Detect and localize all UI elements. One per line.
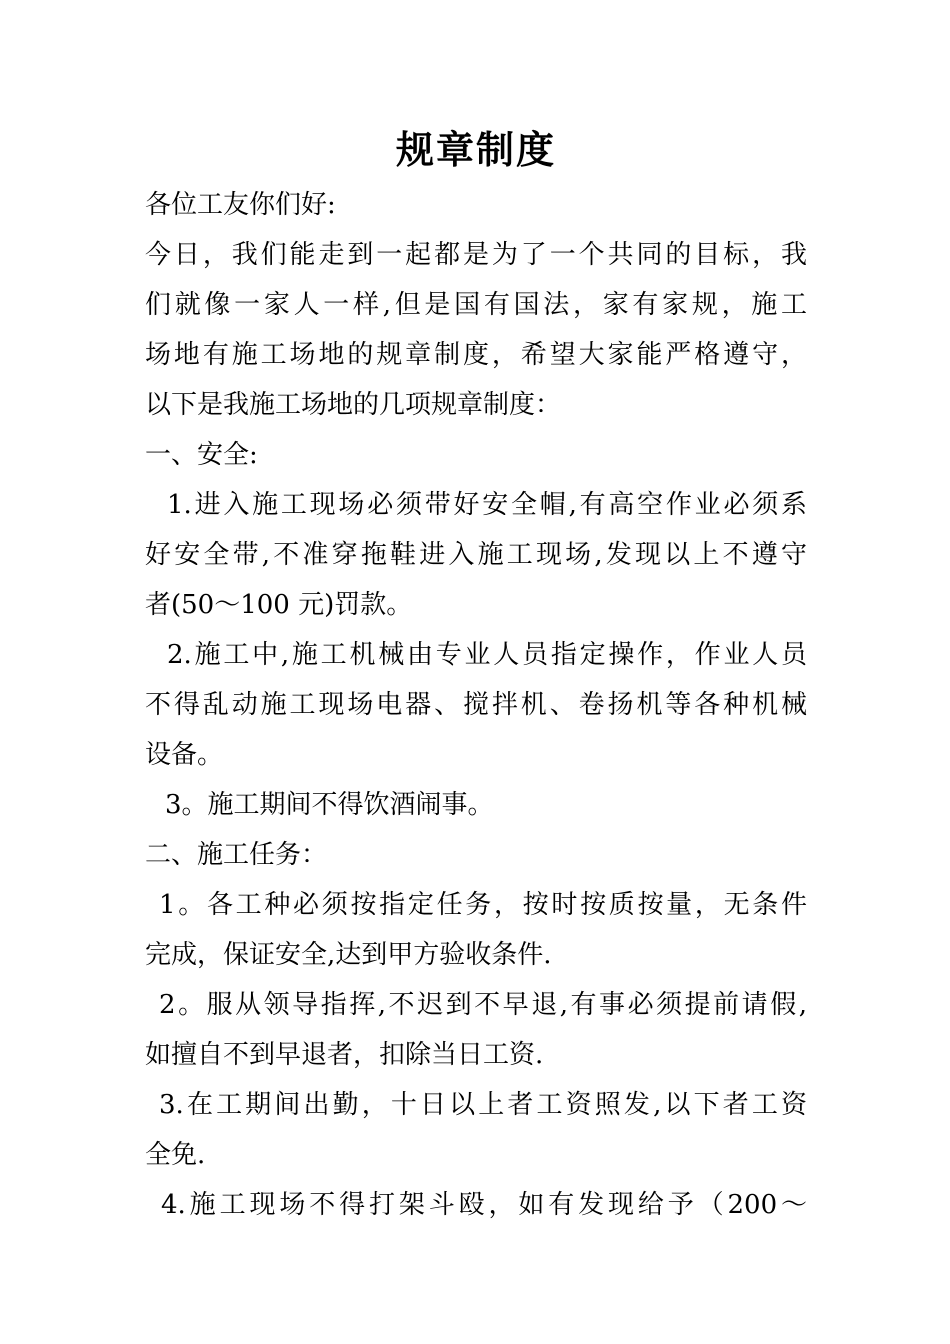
text-line: 今日，我们能走到一起都是为了一个共同的目标，我 xyxy=(145,240,807,270)
text-line: 设备。 xyxy=(145,740,224,770)
document-body xyxy=(145,180,807,1230)
document-title: 规章制度 xyxy=(395,127,556,172)
text-line: 4.施工现场不得打架斗殴，如有发现给予（200～ xyxy=(161,1190,807,1220)
text-line: 好安全带,不准穿拖鞋进入施工现场,发现以上不遵守 xyxy=(145,540,807,570)
text-line: 各位工友你们好: xyxy=(145,190,336,220)
text-line: 2.施工中,施工机械由专业人员指定操作，作业人员 xyxy=(167,640,807,670)
text-line: 者(50～100 元)罚款。 xyxy=(145,590,413,620)
document-page xyxy=(145,120,807,1230)
text-line: 3。施工期间不得饮酒闹事。 xyxy=(165,790,494,820)
text-line: 全免. xyxy=(145,1140,206,1170)
text-line: 以下是我施工场地的几项规章制度： xyxy=(145,390,562,420)
text-line: 二、施工任务： xyxy=(145,840,328,870)
text-line: 不得乱动施工现场电器、搅拌机、卷扬机等各种机械 xyxy=(145,690,807,720)
text-line: 一、安全: xyxy=(145,440,258,470)
text-line: 场地有施工场地的规章制度，希望大家能严格遵守， xyxy=(145,340,807,370)
text-line: 2。服从领导指挥,不迟到不早退,有事必须提前请假, xyxy=(159,990,807,1020)
text-line: 1.进入施工现场必须带好安全帽,有高空作业必须系 xyxy=(167,490,807,520)
text-line: 3.在工期间出勤，十日以上者工资照发,以下者工资 xyxy=(159,1090,807,1120)
text-line: 1。各工种必须按指定任务，按时按质按量，无条件 xyxy=(159,890,807,920)
text-line: 完成，保证安全,达到甲方验收条件. xyxy=(145,940,552,970)
text-line: 们就像一家人一样,但是国有国法，家有家规，施工 xyxy=(145,290,807,320)
text-line: 如擅自不到早退者，扣除当日工资. xyxy=(145,1040,544,1070)
